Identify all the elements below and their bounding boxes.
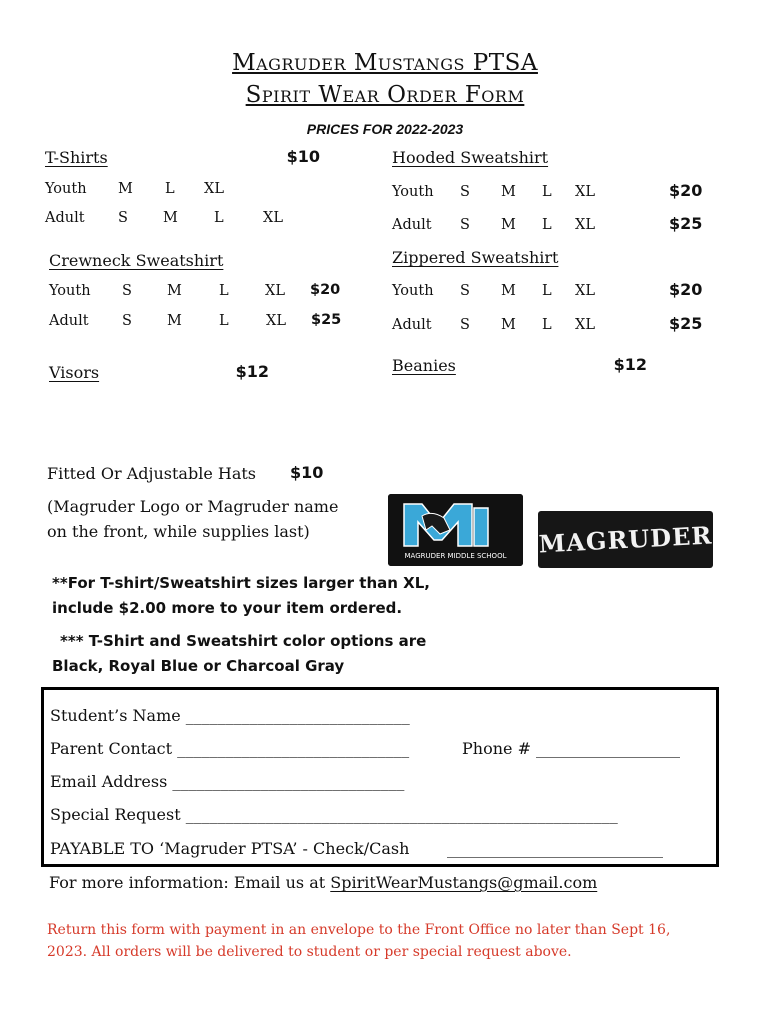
zippered-youth-size: L — [542, 283, 552, 299]
magruder-name-logo-image — [538, 511, 713, 568]
crewneck-adult-size: S — [122, 313, 132, 329]
tshirts-adult-size: S — [118, 210, 128, 226]
zippered-youth-size: S — [460, 283, 470, 299]
crewneck-adult-size: XL — [266, 313, 286, 329]
zippered-adult-label: Adult — [392, 317, 432, 333]
hooded-youth-label: Youth — [392, 184, 434, 200]
hooded-youth-size: S — [460, 184, 470, 200]
hats-desc-line-2: on the front, while supplies last) — [47, 522, 310, 541]
size-note-line-1: **For T-shirt/Sweatshirt sizes larger than XL, — [52, 574, 430, 592]
name-logo-text: MAGRUDER — [538, 520, 713, 559]
hooded-title: Hooded Sweatshirt — [392, 148, 549, 167]
hooded-youth-size: XL — [575, 184, 595, 200]
student-name-field[interactable]: Student’s Name ____________________________ — [50, 706, 410, 725]
visors-heading — [49, 363, 269, 382]
crewneck-adult-size: L — [219, 313, 229, 329]
hooded-adult-size: XL — [575, 217, 595, 233]
tshirts-adult-size: XL — [263, 210, 283, 226]
prices-label: PRICES FOR 2022-2023 — [306, 121, 464, 137]
zippered-adult-price: $25 — [669, 314, 703, 333]
zippered-youth-size: XL — [575, 283, 595, 299]
tshirts-adult-label: Adult — [45, 210, 85, 226]
crewneck-youth-price: $20 — [310, 282, 341, 298]
zippered-title: Zippered Sweatshirt — [392, 248, 559, 267]
hooded-adult-label: Adult — [392, 217, 432, 233]
zippered-adult-size: L — [542, 317, 552, 333]
tshirts-youth-label: Youth — [45, 181, 87, 197]
tshirts-adult-size: L — [214, 210, 224, 226]
zippered-youth-label: Youth — [392, 283, 434, 299]
email-address-field[interactable]: Email Address _____________________________ — [50, 772, 405, 791]
size-note-line-2: include $2.00 more to your item ordered. — [52, 599, 403, 617]
crewneck-adult-size: M — [167, 313, 182, 329]
color-note-line-2: Black, Royal Blue or Charcoal Gray — [52, 657, 345, 675]
tshirts-youth-size: L — [165, 181, 175, 197]
crewneck-youth-size: XL — [265, 283, 285, 299]
tshirts-heading — [45, 148, 320, 167]
tshirts-youth-size: XL — [204, 181, 224, 197]
crewneck-adult-price: $25 — [311, 312, 342, 328]
crewneck-adult-label: Adult — [49, 313, 89, 329]
title-line-2: Spirit Wear Order Form — [245, 82, 525, 108]
beanies-title: Beanies — [392, 356, 456, 375]
hats-title: Fitted Or Adjustable Hats — [47, 464, 257, 483]
beanies-heading — [392, 356, 647, 375]
color-note-line-1: *** T-Shirt and Sweatshirt color options are — [60, 632, 427, 650]
more-info-line — [49, 873, 597, 892]
return-instructions-line-1: Return this form with payment in an envelope to the Front Office no later than Sept 16, — [47, 922, 671, 938]
tshirts-title: T-Shirts — [45, 148, 108, 167]
hooded-adult-size: L — [542, 217, 552, 233]
zippered-youth-size: M — [501, 283, 516, 299]
payable-to-label: PAYABLE TO ‘Magruder PTSA’ - Check/Cash — [50, 839, 410, 858]
crewneck-youth-label: Youth — [49, 283, 91, 299]
hooded-youth-size: M — [501, 184, 516, 200]
magruder-m-logo-image — [388, 494, 523, 566]
crewneck-youth-size: S — [122, 283, 132, 299]
payment-field[interactable]: ___________________________ — [447, 839, 663, 858]
visors-price: $12 — [235, 362, 269, 381]
hooded-adult-price: $25 — [669, 214, 703, 233]
hooded-youth-price: $20 — [669, 181, 703, 200]
m-logo-caption: MAGRUDER MIDDLE SCHOOL — [404, 552, 507, 560]
tshirts-youth-size: M — [118, 181, 133, 197]
zippered-adult-size: S — [460, 317, 470, 333]
more-info-label: For more information: Email us at — [49, 873, 331, 892]
crewneck-youth-size: M — [167, 283, 182, 299]
return-instructions-line-2: 2023. All orders will be delivered to student or per special request above. — [47, 944, 572, 960]
tshirts-adult-size: M — [163, 210, 178, 226]
hooded-adult-size: M — [501, 217, 516, 233]
hats-desc-line-1: (Magruder Logo or Magruder name — [47, 497, 339, 516]
hooded-adult-size: S — [460, 217, 470, 233]
visors-title: Visors — [49, 363, 100, 382]
hats-price: $10 — [290, 463, 324, 482]
title-line-1: Magruder Mustangs PTSA — [232, 50, 538, 76]
crewneck-title: Crewneck Sweatshirt — [49, 251, 224, 270]
hooded-youth-size: L — [542, 184, 552, 200]
special-request-field[interactable]: Special Request ______________________________________________________ — [50, 805, 618, 824]
zippered-adult-size: M — [501, 317, 516, 333]
email-link[interactable]: SpiritWearMustangs@gmail.com — [330, 873, 598, 892]
zippered-youth-price: $20 — [669, 280, 703, 299]
tshirts-price: $10 — [286, 147, 320, 166]
parent-contact-field[interactable]: Parent Contact _____________________________ — [50, 739, 410, 758]
beanies-price: $12 — [613, 355, 647, 374]
phone-field[interactable]: Phone # __________________ — [462, 739, 681, 758]
zippered-adult-size: XL — [575, 317, 595, 333]
crewneck-youth-size: L — [219, 283, 229, 299]
